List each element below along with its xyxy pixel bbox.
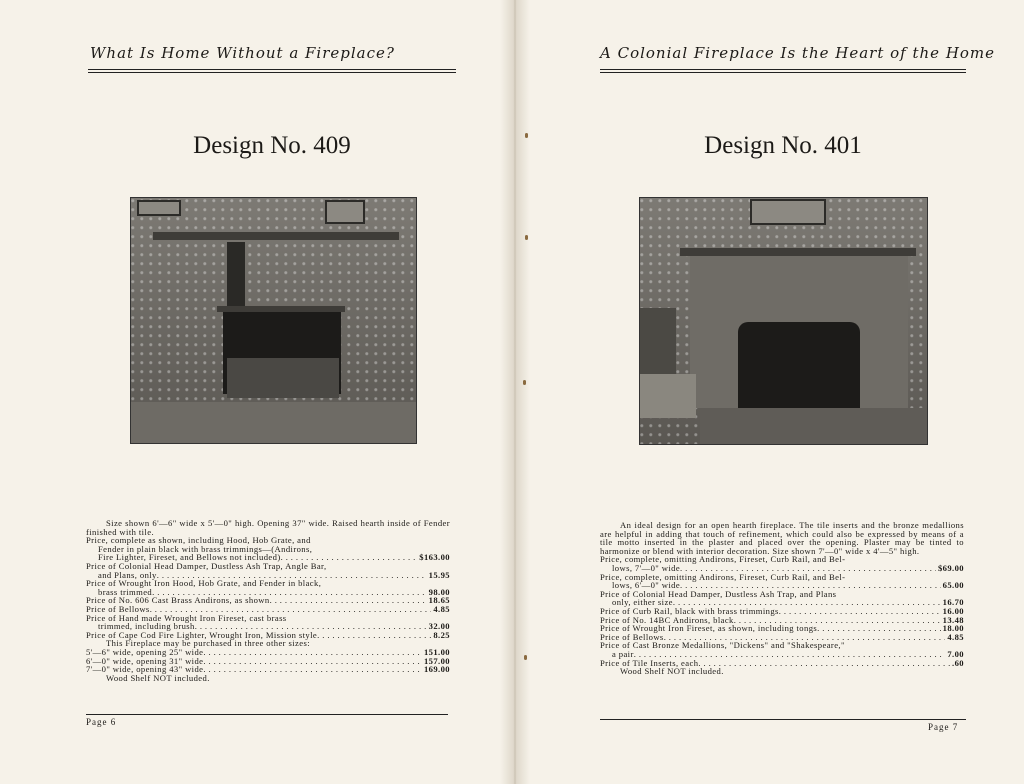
right-price-label: Price of Wrought Iron Fireset, as shown, including tongs [600,623,818,634]
right-price-value: 13.48 [942,614,964,625]
left-price-label: Price of No. 606 Cast Brass Andirons, as shown [86,595,270,606]
right-price-label: lows, 6'—0" wide [612,580,681,591]
right-price-value: 18.00 [942,623,964,634]
binding-stitch-1 [525,133,528,138]
left-running-head: What Is Home Without a Fireplace? [90,44,395,62]
left-price-value: 18.65 [428,595,450,606]
left-price-label: Price of Bellows [86,603,150,614]
left-photo-hearth [131,402,416,443]
left-price-list [86,536,450,639]
right-footer-rule [600,719,966,720]
right-leader-dots [817,624,941,633]
left-price-line-0-cont: Fender in plain black with brass trimmings—(Andirons, [98,543,313,554]
left-price-label: Price of Cape Cod Fire Lighter, Wrought Iron, Mission style [86,629,318,640]
left-photo-frame-a [137,200,181,216]
right-price-value: 7.00 [947,648,964,659]
left-size-label: 6'—0" wide, opening 31" wide [86,655,204,666]
left-size-label: 7'—0" wide, opening 43" wide [86,664,204,675]
right-photo-opening [738,322,860,408]
right-photo-hearth [700,408,927,444]
right-price-label: only, either size [612,597,673,608]
right-head-rule-1 [600,69,966,70]
left-sizes-note: This Fireplace may be purchased in three other sizes: [106,638,310,649]
right-price-list [600,555,964,667]
right-price-value: $69.00 [937,562,964,573]
right-price-label: lows, 7'—0" wide [612,562,681,573]
right-price-value: 16.70 [942,597,964,608]
left-size-price: 169.00 [423,664,450,675]
left-size-list [86,648,450,674]
right-page [514,0,1024,784]
left-leader-dots [270,596,427,605]
left-price-label: trimmed, including brush [98,621,195,632]
right-price-line-2-label: Price of Colonial Head Damper, Dustless Ash Trap, and Plans [600,588,837,599]
left-leader-dots [317,631,431,640]
left-price-label: Fire Lighter, Fireset, and Bellows not included) [98,552,281,563]
left-price-value: 32.00 [428,621,450,632]
left-photo-grate [227,358,339,398]
left-photo-hood [227,242,245,314]
left-intro: Size shown 6'—6" wide x 5'—0" high. Opening 37" wide. Raised hearth inside of Fender finished with tile. [86,518,450,537]
left-footer-rule [86,714,448,715]
binding-stitch-4 [524,655,527,660]
left-price-value: $163.00 [419,552,450,563]
right-photo-mantel [680,248,916,256]
right-leader-dots [779,607,941,616]
right-price-label: Price of No. 14BC Andirons, black [600,614,734,625]
left-price-line-0-label: Price, complete as shown, including Hood, Hob Grate, and [86,535,311,546]
left-photo-frame-b [325,200,365,224]
right-description [600,521,964,676]
left-price-value: 8.25 [433,629,450,640]
right-head-rule-2 [600,72,966,73]
left-leader-dots [203,657,422,666]
right-price-value: .60 [952,657,964,668]
left-head-rule-1 [88,69,456,70]
right-fireplace-photo [639,197,928,445]
right-closing: Wood Shelf NOT included. [620,666,724,677]
right-price-label: Price of Curb Rail, black with brass trimmings [600,605,779,616]
left-price-line-2-label: Price of Wrought Iron Hood, Hob Grate, and Fender in black, [86,578,322,589]
left-page-number: Page 6 [86,717,117,727]
binding-stitch-2 [525,235,528,240]
left-price-value: 98.00 [428,586,450,597]
right-price-value: 65.00 [942,580,964,591]
book-gutter [500,0,530,784]
right-intro: An ideal design for an open hearth fireplace. The tile inserts and the bronze medallions are helpful in adding that touch of refinement, which could also be expressed by means of a tile motto inserted in the plaster and placed over the opening. Plaster may be tinted to harmonize or blend with interior decoration. Size shown 7'—0" wide x 4'—5" high. [600,520,964,556]
right-photo-chair [640,374,696,418]
left-description [86,519,450,682]
right-price-label: Price of Tile Inserts, each [600,657,699,668]
left-price-label: and Plans, only [98,569,157,580]
left-size-price: 157.00 [423,655,450,666]
left-price-line-1-label: Price of Colonial Head Damper, Dustless Ash Trap, Angle Bar, [86,560,327,571]
right-price-line-7-label: Price of Cast Bronze Medallions, "Dickens" and "Shakespeare," [600,640,845,651]
right-price-label: Price of Bellows [600,631,664,642]
left-price-line-5-label: Price of Hand made Wrought Iron Fireset, cast brass [86,612,287,623]
right-price-line-1-label: Price, complete, omitting Andirons, Fireset, Curb Rail, and Bel- [600,571,846,582]
right-page-number: Page 7 [928,722,959,732]
right-leader-dots [698,659,950,668]
left-size-price: 151.00 [423,646,450,657]
left-leader-dots [203,665,422,674]
right-price-line-0-label: Price, complete, omitting Andirons, Fireset, Curb Rail, and Bel- [600,554,846,565]
right-running-head: A Colonial Fireplace Is the Heart of the Home [600,44,996,62]
right-price-value: 16.00 [942,605,964,616]
right-design-title: Design No. 401 [704,132,862,159]
left-price-value: 4.85 [433,603,450,614]
left-fireplace-photo [130,197,417,444]
left-size-label: 5'—6" wide, opening 25" wide [86,646,204,657]
left-price-value: 15.95 [428,569,450,580]
right-price-value: 4.85 [947,631,964,642]
left-photo-mantel [153,232,399,240]
left-head-rule-2 [88,72,456,73]
right-photo-frame [750,199,826,225]
left-design-title: Design No. 409 [193,132,351,159]
right-price-label: a pair [612,648,634,659]
left-price-label: brass trimmed [98,586,153,597]
binding-stitch-3 [523,380,526,385]
left-leader-dots [203,648,422,657]
left-closing: Wood Shelf NOT included. [106,672,210,683]
